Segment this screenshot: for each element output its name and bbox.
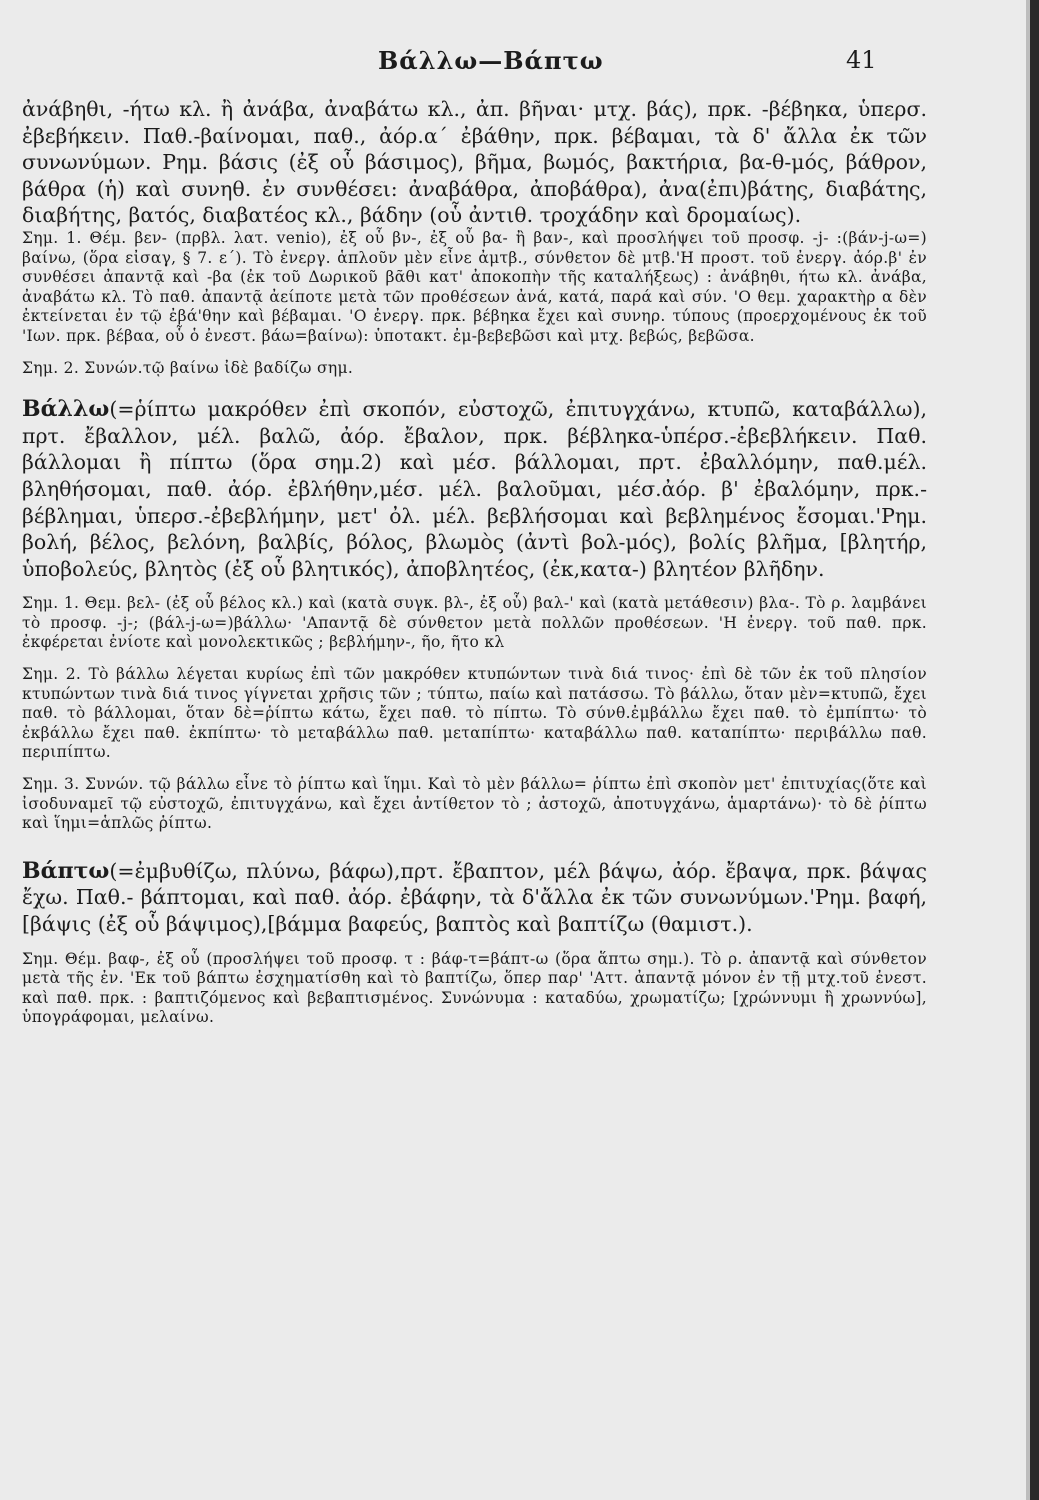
spacer	[22, 653, 927, 665]
spacer	[22, 582, 927, 594]
lemma-bapto: Βάπτω	[22, 857, 110, 884]
spacer	[22, 378, 927, 396]
entry-text: ἀνάβηθι, -ήτω κλ. ἢ ἀνάβα, ἀναβάτω κλ., ἀπ. βῆναι· μτχ. βάς), πρκ. -βέβηκα, ὑπερσ. ἐβεβήκειν. Παθ.-βαίνομαι, παθ., ἀόρ.α΄ ἐβάθην, πρκ. βέβαμαι, τὰ δ' ἄλλα ἐκ τῶν συνωνύμων. Ρημ. βάσις (ἐξ οὗ βάσιμος), βῆμα, βωμός, βακτήρια, βα-θ-μός, βάθρον, βάθρα (ἡ) καὶ συνηθ. ἐν συνθέσει: ἀναβάθρα, ἀποβάθρα), ἀνα(ἐπι)βάτης, διαβάτης, διαβήτης, βατός, διαβατέος κλ., βάδην (οὗ ἀντιθ. τροχάδην καὶ δρομαίως).	[22, 97, 927, 228]
entry-ballo	[22, 396, 927, 582]
spacer	[22, 834, 927, 858]
spacer	[22, 763, 927, 775]
note-baino-1: Σημ. 1. Θέμ. βεν- (πρβλ. λατ. venio), ἐξ οὗ βν-, ἐξ οὗ βα- ἢ βαν-, καὶ προσλήψει τοῦ προσφ. -j- :(βάν-j-ω=) βαίνω, (ὅρα εἰσαγ, § 7. ε΄). Τὸ ἐνεργ. ἁπλοῦν μὲν εἶνε ἀμτβ., σύνθετον δὲ μτβ.'Η προστ. τοῦ ἐνεργ. ἀόρ.β' ἐν συνθέσει ἀπαντᾷ καὶ -βα (ἐκ τοῦ Δωρικοῦ βᾶθι κατ' ἀποκοπὴν τῆς καταλήξεως) : ἀνάβηθι, ήτω κλ. ἀνάβα, ἀναβάτω κλ. Τὸ παθ. ἀπαντᾷ ἀείποτε μετὰ τῶν προθέσεων ἀνά, κατά, παρά καὶ σύν. 'Ο θεμ. χαρακτὴρ α δὲν ἐκτείνεται ἐν τῷ ἐβά'θην καὶ βέβαμαι. 'Ο ἐνεργ. πρκ. βέβηκα ἔχει καὶ συνηρ. τύπους (προερχομένους ἐκ τοῦ 'Ιων. πρκ. βέβαα, οὗ ὁ ἐνεστ. βάω=βαίνω): ὑποτακτ. ἐμ-βεβεβῶσι καὶ μτχ. βεβώς, βεβῶσα.	[22, 228, 927, 345]
spacer	[22, 938, 927, 950]
note-baino-2: Σημ. 2. Συνών.τῷ βαίνω ἰδὲ βαδίζω σημ.	[22, 358, 354, 377]
page-number: 41	[846, 46, 877, 74]
note-ballo-2: Σημ. 2. Τὸ βάλλω λέγεται κυρίως ἐπὶ τῶν μακρόθεν κτυπώντων τινὰ διά τινος· ἐπὶ δὲ τῶν ἐκ τοῦ πλησίον κτυπώντων τινὰ διά τινος γίγνεται χρῆσις τῶν ; τύπτω, παίω καὶ πατάσσω. Τὸ βάλλω, ὅταν μὲν=κτυπῶ, ἔχει παθ. τὸ βάλλομαι, ὅταν δὲ=ῥίπτω κάτω, ἔχει παθ. τὸ πίπτω. Τὸ σύνθ.ἐμβάλλω ἔχει παθ. τὸ ἐμπίπτω· τὸ ἐκβάλλω ἔχει παθ. ἐκπίπτω· τὸ μεταβάλλω παθ. μεταπίπτω· καταβάλλω παθ. καταπίπτω· περιβάλλω παθ. περιπίπτω.	[22, 665, 927, 762]
page-body	[22, 96, 927, 1028]
running-head: Βάλλω—Βάπτω	[378, 46, 604, 75]
page-edge-shadow	[1030, 0, 1039, 1500]
spacer	[22, 347, 927, 359]
entry-text: (=ἐμβυθίζω, πλύνω, βάφω),πρτ. ἔβαπτον, μέλ βάψω, ἀόρ. ἔβαψα, πρκ. βάψας ἔχω. Παθ.- βάπτομαι, καὶ παθ. ἀόρ. ἐβάφην, τὰ δ'ἄλλα ἐκ τῶν συνωνύμων.'Ρημ. βαφή,[βάψις (ἐξ οὗ βάψιμος),[βάμμα βαφεύς, βαπτὸς καὶ βαπτίζω (θαμιστ.).	[22, 858, 927, 936]
entry-baino-continued	[22, 96, 927, 229]
note-bapto: Σημ. Θέμ. βαφ-, ἐξ οὗ (προσλήψει τοῦ προσφ. τ : βάφ-τ=βάπτ-ω (ὅρα ἅπτω σημ.). Τὸ ρ. ἀπαντᾷ καὶ σύνθετον μετὰ τῆς ἐν. 'Εκ τοῦ βάπτω ἐσχηματίσθη καὶ τὸ βαπτίζω, ὅπερ παρ' 'Αττ. ἀπαντᾷ μόνον ἐν τῇ μτχ.τοῦ ἐνεστ. καὶ παθ. πρκ. : βαπτιζόμενος καὶ βεβαπτισμένος. Συνώνυμα : καταδύω, χρωματίζω; [χρώννυμι ἢ χρωννύω], ὑπογράφομαι, μελαίνω.	[22, 949, 927, 1027]
note-ballo-1: Σημ. 1. Θεμ. βελ- (ἐξ οὗ βέλος κλ.) καὶ (κατὰ συγκ. βλ-, ἐξ οὗ) βαλ-' καὶ (κατὰ μετάθεσιν) βλα-. Τὸ ρ. λαμβάνει τὸ προσφ. -j-; (βάλ-j-ω=)βάλλω· 'Απαντᾷ δὲ σύνθετον μετὰ πολλῶν προθέσεων. 'Η ἐνεργ. τοῦ παθ. πρκ. ἐκφέρεται ἐνίοτε καὶ μονολεκτικῶς ; βεβλήμην-, ῆο, ῆτο κλ	[22, 594, 927, 652]
page-header	[0, 40, 1000, 90]
lemma-ballo: Βάλλω	[22, 396, 110, 423]
entry-text: (=ῥίπτω μακρόθεν ἐπὶ σκοπόν, εὐστοχῶ, ἐπιτυγχάνω, κτυπῶ, καταβάλλω), πρτ. ἔβαλλον, μέλ. βαλῶ, ἀόρ. ἔβαλον, πρκ. βέβληκα-ὑπέρσ.-ἐβεβλήκειν. Παθ. βάλλομαι ἢ πίπτω (ὅρα σημ.2) καὶ μέσ. βάλλομαι, πρτ. ἐβαλλόμην, παθ.μέλ. βληθήσομαι, παθ. ἀόρ. ἐβλήθην,μέσ. μέλ. βαλοῦμαι, μέσ.ἀόρ. β' ἐβαλόμην, πρκ.-βέβλημαι, ὑπερσ.-ἐβεβλήμην, μετ' ὀλ. μέλ. βεβλήσομαι καὶ βεβλημένος ἔσομαι.'Ρημ. βολή, βέλος, βελόνη, βαλβίς, βόλος, βλωμὸς (ἀντὶ βολ-μός), βολίς βλῆμα, [βλητήρ, ὑποβολεύς, βλητὸς (ἐξ οὗ βλητικός), ἀποβλητέος, (ἐκ,κατα-) βλητέον βλῆδην.	[22, 397, 927, 581]
note-ballo-3: Σημ. 3. Συνών. τῷ βάλλω εἶνε τὸ ῥίπτω καὶ ἵημι. Καὶ τὸ μὲν βάλλω= ῥίπτω ἐπὶ σκοπὸν μετ' ἐπιτυχίας(ὅτε καὶ ἰσοδυναμεῖ τῷ εὐστοχῶ, ἐπιτυγχάνω, καὶ ἔχει ἀντίθετον τὸ ; ἀστοχῶ, ἀποτυγχάνω, ἁμαρτάνω)· τὸ δὲ ῥίπτω καὶ ἵημι=ἁπλῶς ῥίπτω.	[22, 775, 927, 833]
entry-bapto	[22, 858, 927, 938]
